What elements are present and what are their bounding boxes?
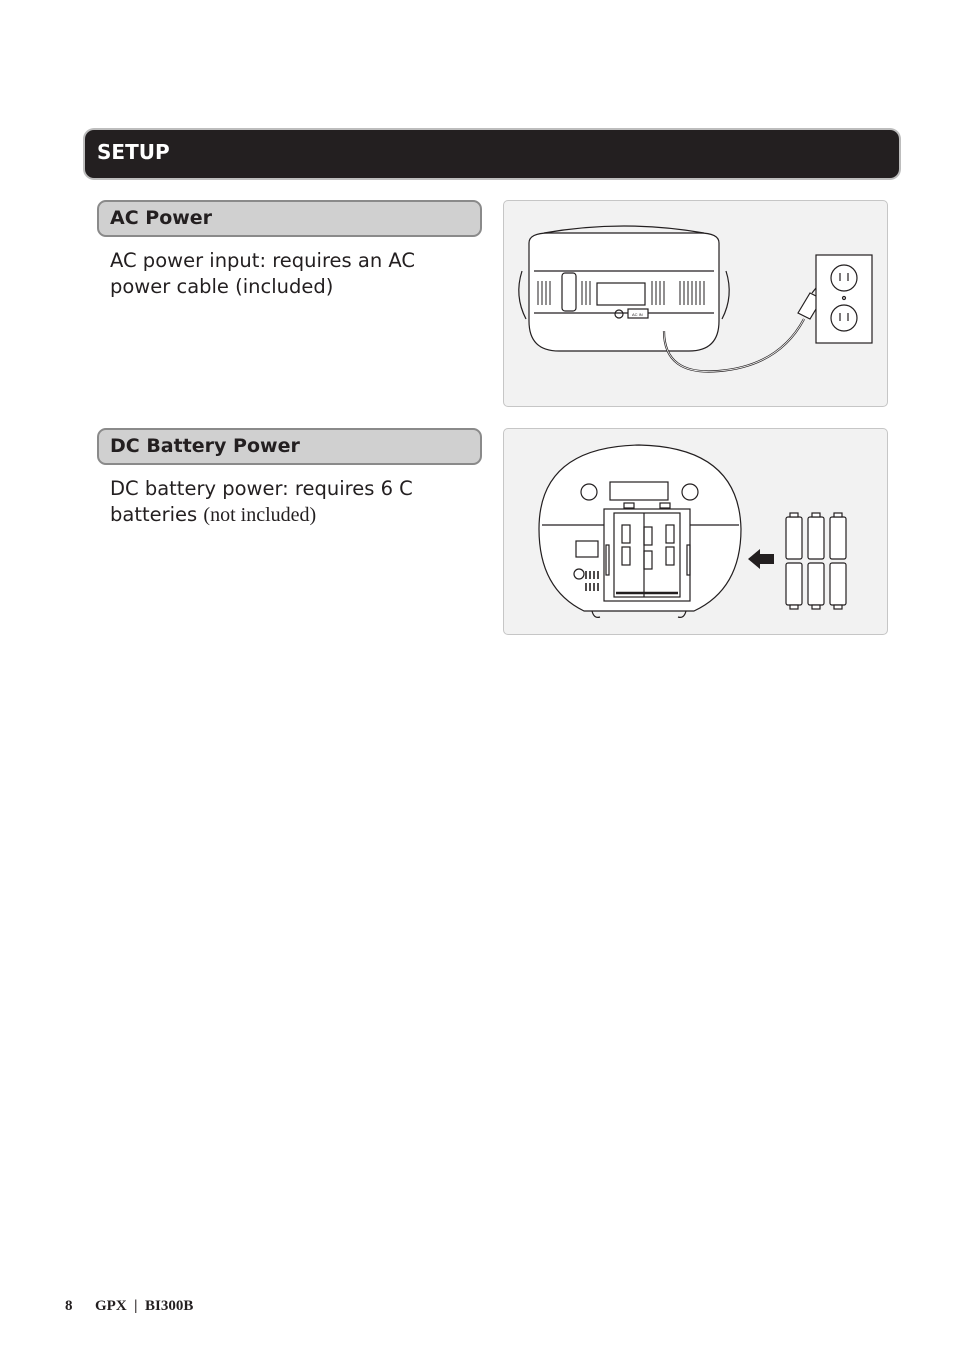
footer-separator: | — [134, 1298, 138, 1314]
ac-power-heading-box — [97, 200, 482, 237]
page-footer — [65, 1298, 193, 1315]
ac-in-jack-label: AC IN — [632, 312, 643, 317]
page-number: 8 — [65, 1298, 73, 1314]
ac-power-text: AC power input: requires an AC power cable (included) — [110, 249, 416, 298]
boombox-ac-outlet-drawing — [504, 201, 888, 407]
dc-battery-text-main: DC battery power: requires 6 C batteries — [110, 477, 413, 526]
footer-model: BI300B — [144, 1298, 194, 1314]
ac-power-illustration — [503, 200, 888, 407]
ac-power-heading: AC Power — [110, 207, 213, 229]
dc-battery-illustration — [503, 428, 888, 635]
dc-battery-text-note: (not included) — [203, 504, 317, 526]
section-title-bar — [85, 130, 899, 178]
dc-battery-heading-box — [97, 428, 482, 465]
insert-arrow-icon — [748, 549, 774, 569]
dc-battery-heading: DC Battery Power — [110, 435, 300, 457]
footer-brand: GPX — [95, 1298, 127, 1314]
c-batteries-group — [786, 513, 846, 609]
section-title: SETUP — [97, 140, 170, 164]
dc-battery-text — [110, 476, 480, 528]
battery-compartment-drawing — [504, 429, 888, 635]
